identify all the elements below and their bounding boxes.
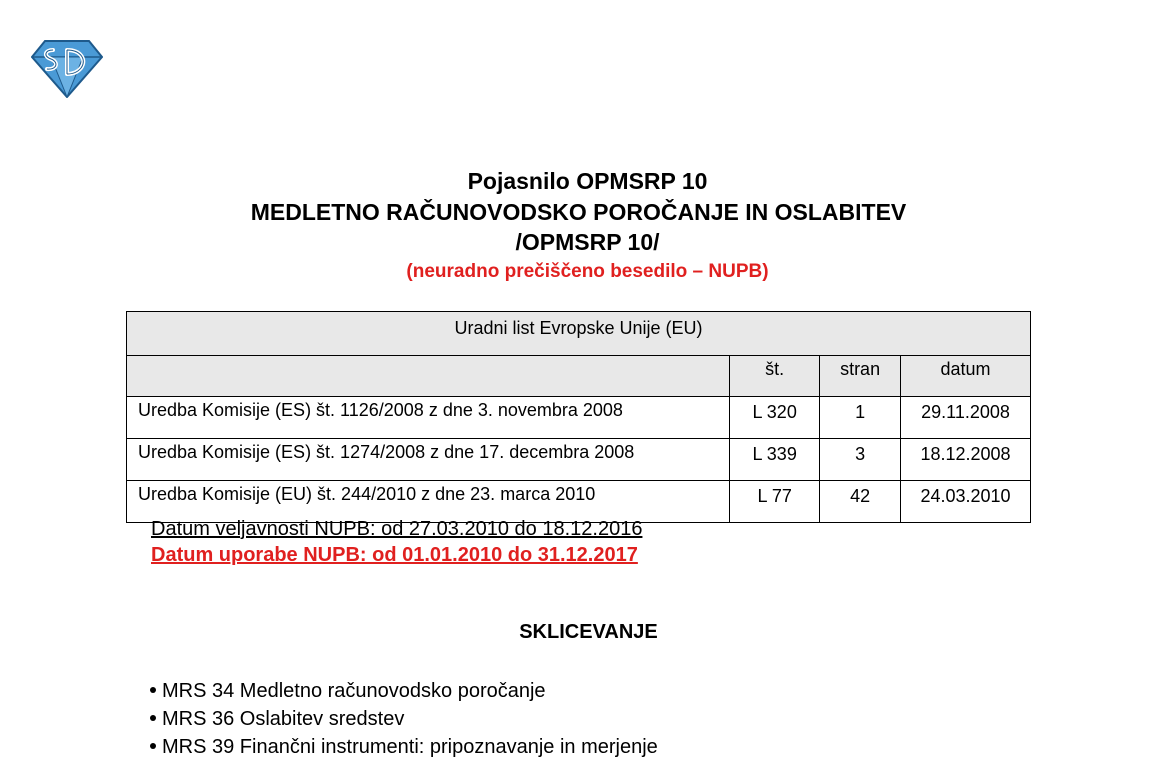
title-line-3: /OPMSRP 10/ bbox=[515, 229, 660, 255]
section-heading: SKLICEVANJE bbox=[519, 621, 658, 643]
reference-text: MRS 36 Oslabitev sredstev bbox=[162, 708, 405, 730]
title-line-2: MEDLETNO RAČUNOVODSKO POROČANJE IN OSLABITEV bbox=[250, 198, 907, 225]
stran-cell: 42 bbox=[820, 481, 901, 523]
list-item bbox=[150, 677, 658, 705]
column-header-st: št. bbox=[730, 356, 820, 397]
document-title bbox=[0, 166, 1157, 286]
validity-date: Datum veljavnosti NUPB: od 27.03.2010 do 18.12.2016 bbox=[151, 518, 643, 540]
sd-diamond-logo-icon bbox=[31, 40, 103, 98]
references-list bbox=[150, 677, 658, 761]
stran-cell: 3 bbox=[820, 439, 901, 481]
datum-cell: 18.12.2008 bbox=[901, 439, 1031, 481]
nupb-dates bbox=[151, 516, 642, 568]
document-subtitle: (neuradno prečiščeno besedilo – NUPB) bbox=[406, 260, 769, 282]
reference-text: MRS 34 Medletno računovodsko poročanje bbox=[162, 680, 546, 702]
bullet-icon bbox=[150, 715, 156, 721]
st-cell: L 339 bbox=[730, 439, 820, 481]
table-column-header-row bbox=[127, 356, 1031, 397]
usage-date: Datum uporabe NUPB: od 01.01.2010 do 31.12.2017 bbox=[151, 544, 638, 566]
table-row bbox=[127, 397, 1031, 439]
journal-name: Uradni list Evropske Unije (EU) bbox=[127, 312, 1031, 356]
column-header-datum: datum bbox=[901, 356, 1031, 397]
st-cell: L 77 bbox=[730, 481, 820, 523]
list-item bbox=[150, 733, 658, 761]
stran-cell: 1 bbox=[820, 397, 901, 439]
st-cell: L 320 bbox=[730, 397, 820, 439]
list-item bbox=[150, 705, 658, 733]
regulation-cell: Uredba Komisije (ES) št. 1274/2008 z dne 17. decembra 2008 bbox=[127, 439, 730, 481]
reference-text: MRS 39 Finančni instrumenti: pripoznavanje in merjenje bbox=[162, 736, 658, 758]
bullet-icon bbox=[150, 743, 156, 749]
bullet-icon bbox=[150, 687, 156, 693]
sd-logo bbox=[31, 40, 103, 98]
column-header-regulation bbox=[127, 356, 730, 397]
column-header-stran: stran bbox=[820, 356, 901, 397]
official-journal-table bbox=[126, 311, 1031, 523]
table-journal-header-row bbox=[127, 312, 1031, 356]
datum-cell: 24.03.2010 bbox=[901, 481, 1031, 523]
regulation-cell: Uredba Komisije (ES) št. 1126/2008 z dne 3. novembra 2008 bbox=[127, 397, 730, 439]
title-line-1: Pojasnilo OPMSRP 10 bbox=[467, 168, 708, 194]
datum-cell: 29.11.2008 bbox=[901, 397, 1031, 439]
regulation-cell: Uredba Komisije (EU) št. 244/2010 z dne 23. marca 2010 bbox=[127, 481, 730, 523]
table-row bbox=[127, 439, 1031, 481]
